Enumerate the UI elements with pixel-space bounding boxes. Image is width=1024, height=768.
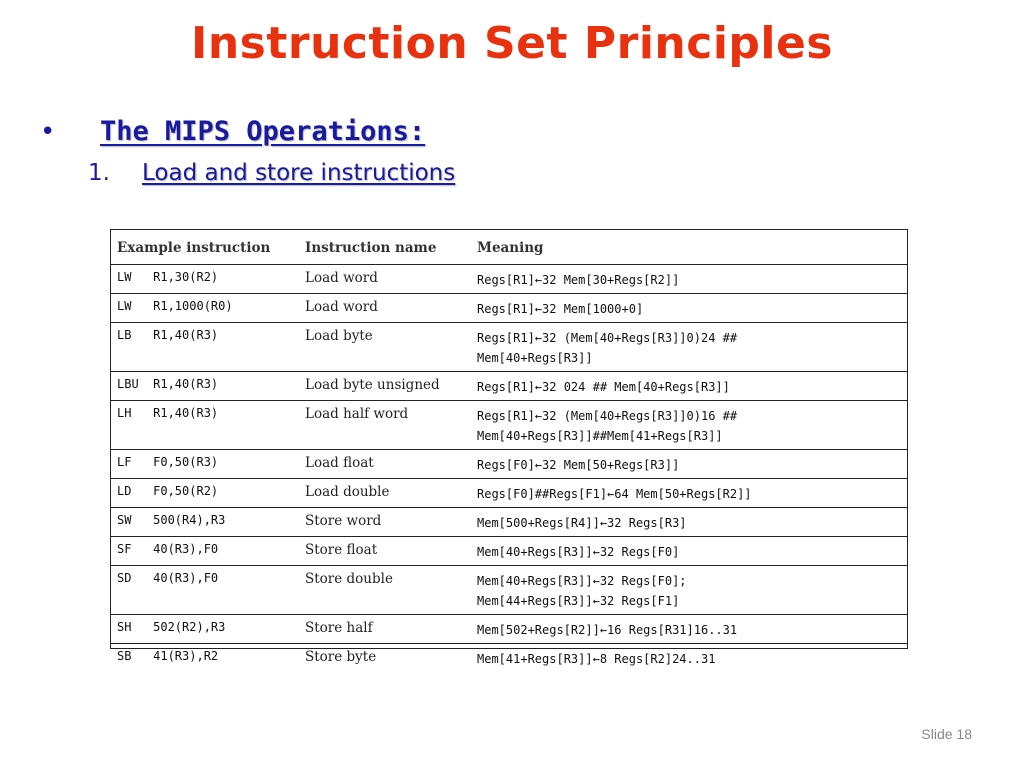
table-row [111,643,907,672]
table-row [111,536,907,565]
instruction-cell: LBU R1,40(R3) [111,371,299,400]
meaning-cell [471,293,907,322]
meaning-line: Regs[R1]←32 (Mem[40+Regs[R3]]0)24 ## [477,330,738,345]
meaning-line: Regs[R1]←32 Mem[30+Regs[R2]] [477,272,680,287]
meaning-line: Mem[44+Regs[R3]]←32 Regs[F1] [477,593,680,608]
instruction-cell: LB R1,40(R3) [111,322,299,371]
meaning-line: Mem[41+Regs[R3]]←8 Regs[R2]24..31 [477,651,716,666]
instruction-cell: LH R1,40(R3) [111,400,299,449]
instruction-cell: LW R1,1000(R0) [111,293,299,322]
instruction-cell: LF F0,50(R3) [111,449,299,478]
numbered-item-text: Load and store instructions [142,160,456,186]
meaning-cell [471,507,907,536]
instruction-name-cell: Store word [299,507,471,536]
column-header: Example instruction [111,230,299,264]
meaning-cell [471,643,907,672]
instruction-name-cell: Load float [299,449,471,478]
column-header: Instruction name [299,230,471,264]
instruction-name-cell: Load word [299,264,471,293]
table-row [111,507,907,536]
instruction-name-cell: Load word [299,293,471,322]
table-row [111,322,907,371]
instruction-table [110,229,908,666]
instruction-cell: SF 40(R3),F0 [111,536,299,565]
meaning-cell [471,449,907,478]
slide-number: Slide 18 [921,726,972,742]
meaning-line: Regs[R1]←32 024 ## Mem[40+Regs[R3]] [477,379,730,394]
instruction-name-cell: Load byte [299,322,471,371]
bullet-dot-icon: • [40,117,56,147]
meaning-line: Regs[F0]##Regs[F1]←64 Mem[50+Regs[R2]] [477,486,752,501]
instruction-name-cell: Store double [299,565,471,614]
meaning-cell [471,322,907,371]
table-row [111,400,907,449]
meaning-cell [471,478,907,507]
meaning-cell [471,565,907,614]
instruction-name-cell: Store byte [305,648,377,665]
bullet-text: The MIPS Operations: [100,116,426,147]
meaning-line: Mem[502+Regs[R2]]←16 Regs[R31]16..31 [477,622,738,637]
meaning-line: Regs[R1]←32 (Mem[40+Regs[R3]]0)16 ## [477,408,738,423]
meaning-cell [471,371,907,400]
meaning-line: Mem[40+Regs[R3]]←32 Regs[F0]; [477,573,687,588]
meaning-line: Mem[40+Regs[R3]] [477,350,593,365]
meaning-line: Regs[R1]←32 Mem[1000+0] [477,301,644,316]
table-row [111,478,907,507]
table-row [111,449,907,478]
numbered-item [88,160,455,186]
meaning-cell [471,536,907,565]
numbered-item-number: 1. [88,160,110,186]
table-row [111,614,907,643]
instruction-name-cell: Load double [299,478,471,507]
instruction-name-cell: Store half [299,614,471,643]
meaning-line: Regs[F0]←32 Mem[50+Regs[R3]] [477,457,680,472]
instruction-name-cell: Load byte unsigned [299,371,471,400]
table-header-row [111,230,907,264]
instruction-cell: LD F0,50(R2) [111,478,299,507]
table-row [111,293,907,322]
meaning-cell [471,400,907,449]
instruction-cell: SH 502(R2),R3 [111,614,299,643]
meaning-cell [471,264,907,293]
table-row [111,371,907,400]
table-body [111,264,907,672]
slide-title: Instruction Set Principles [190,18,834,69]
meaning-line: Mem[500+Regs[R4]]←32 Regs[R3] [477,515,687,530]
instruction-cell: SW 500(R4),R3 [111,507,299,536]
table-row [111,264,907,293]
instruction-cell: SD 40(R3),F0 [111,565,299,614]
instruction-cell: SB 41(R3),R2 [117,648,219,663]
column-header: Meaning [471,230,907,264]
meaning-cell [471,614,907,643]
instruction-name-cell: Load half word [299,400,471,449]
instruction-cell: LW R1,30(R2) [111,264,299,293]
instruction-name-cell: Store float [299,536,471,565]
bullet-item [40,116,425,147]
table-row [111,565,907,614]
meaning-line: Mem[40+Regs[R3]]←32 Regs[F0] [477,544,680,559]
meaning-line: Mem[40+Regs[R3]]##Mem[41+Regs[R3]] [477,428,723,443]
